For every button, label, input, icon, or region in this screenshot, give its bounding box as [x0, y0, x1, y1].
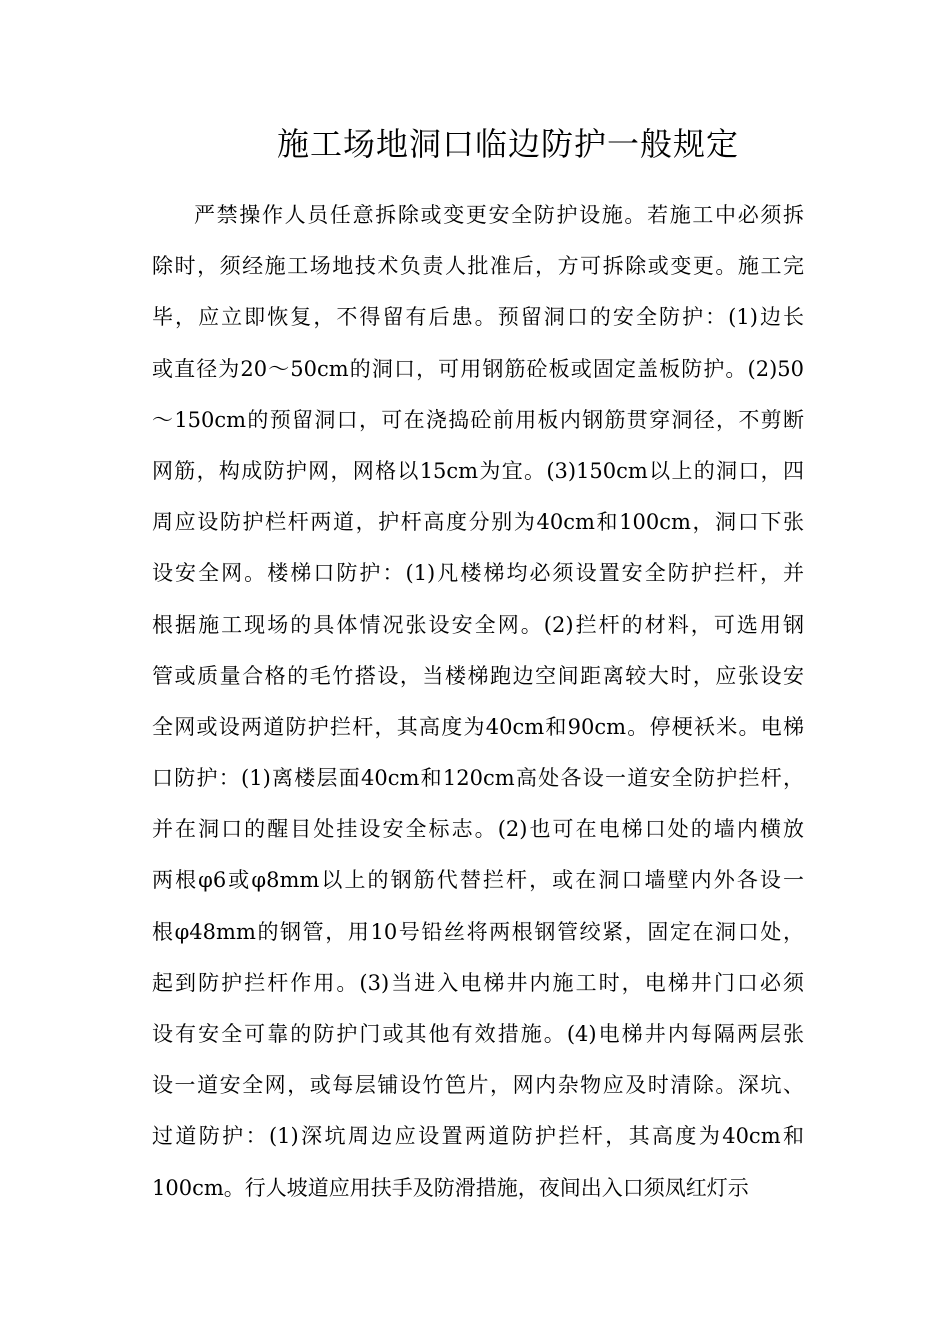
body-line: 全网或设两道防护拦杆，其高度为40cm和90cm。停梗袄米。电梯 [152, 714, 804, 739]
body-line: 设一道安全网，或每层铺设竹笆片，网内杂物应及时清除。深坑、 [152, 1073, 804, 1098]
body-line: 根φ48mm的钢管，用10号铅丝将两根钢管绞紧，固定在洞口处， [152, 919, 804, 944]
body-line: 过道防护：(1)深坑周边应设置两道防护拦杆，其高度为40cm和 [152, 1124, 804, 1149]
body-line: 或直径为20～50cm的洞口，可用钢筋砼板或固定盖板防护。(2)50 [152, 356, 804, 381]
body-line: 网筋，构成防护网，网格以15cm为宜。(3)150cm以上的洞口，四 [152, 458, 804, 483]
body-line: 设有安全可靠的防护门或其他有效措施。(4)电梯井内每隔两层张 [152, 1022, 804, 1046]
body-line: 并在洞口的醒目处挂设安全标志。(2)也可在电梯口处的墙内横放 [152, 817, 804, 842]
body-line: 起到防护拦杆作用。(3)当进入电梯井内施工时，电梯井门口必须 [152, 970, 804, 995]
body-line: 100cm。行人坡道应用扶手及防滑措施，夜间出入口须凤红灯示 [152, 1175, 749, 1200]
body-line: 管或质量合格的毛竹搭设，当楼梯跑边空间距离较大时，应张设安 [152, 663, 804, 688]
body-line: 除时，须经施工场地技术负责人批准后，方可拆除或变更。施工完 [152, 254, 804, 279]
document-title: 施工场地洞口临边防护一般规定 [276, 125, 739, 163]
body-line: 两根φ6或φ8mm以上的钢筋代替拦杆，或在洞口墙壁内外各设一 [152, 868, 804, 893]
document-body [152, 190, 804, 1214]
body-line: 设安全网。楼梯口防护：(1)凡楼梯均必须设置安全防护拦杆，并 [152, 561, 804, 586]
body-line: ～150cm的预留洞口，可在浇捣砼前用板内钢筋贯穿洞径，不剪断 [152, 407, 804, 432]
body-line: 周应设防护栏杆两道，护杆高度分别为40cm和100cm，洞口下张 [152, 510, 804, 535]
body-line: 口防护：(1)离楼层面40cm和120cm高处各设一道安全防护拦杆， [152, 766, 804, 791]
body-line: 根据施工现场的具体情况张设安全网。(2)拦杆的材料，可选用钢 [152, 612, 804, 637]
body-line: 毕，应立即恢复，不得留有后患。预留洞口的安全防护：(1)边长 [152, 305, 804, 330]
body-line: 严禁操作人员任意拆除或变更安全防护设施。若施工中必须拆 [194, 203, 804, 227]
